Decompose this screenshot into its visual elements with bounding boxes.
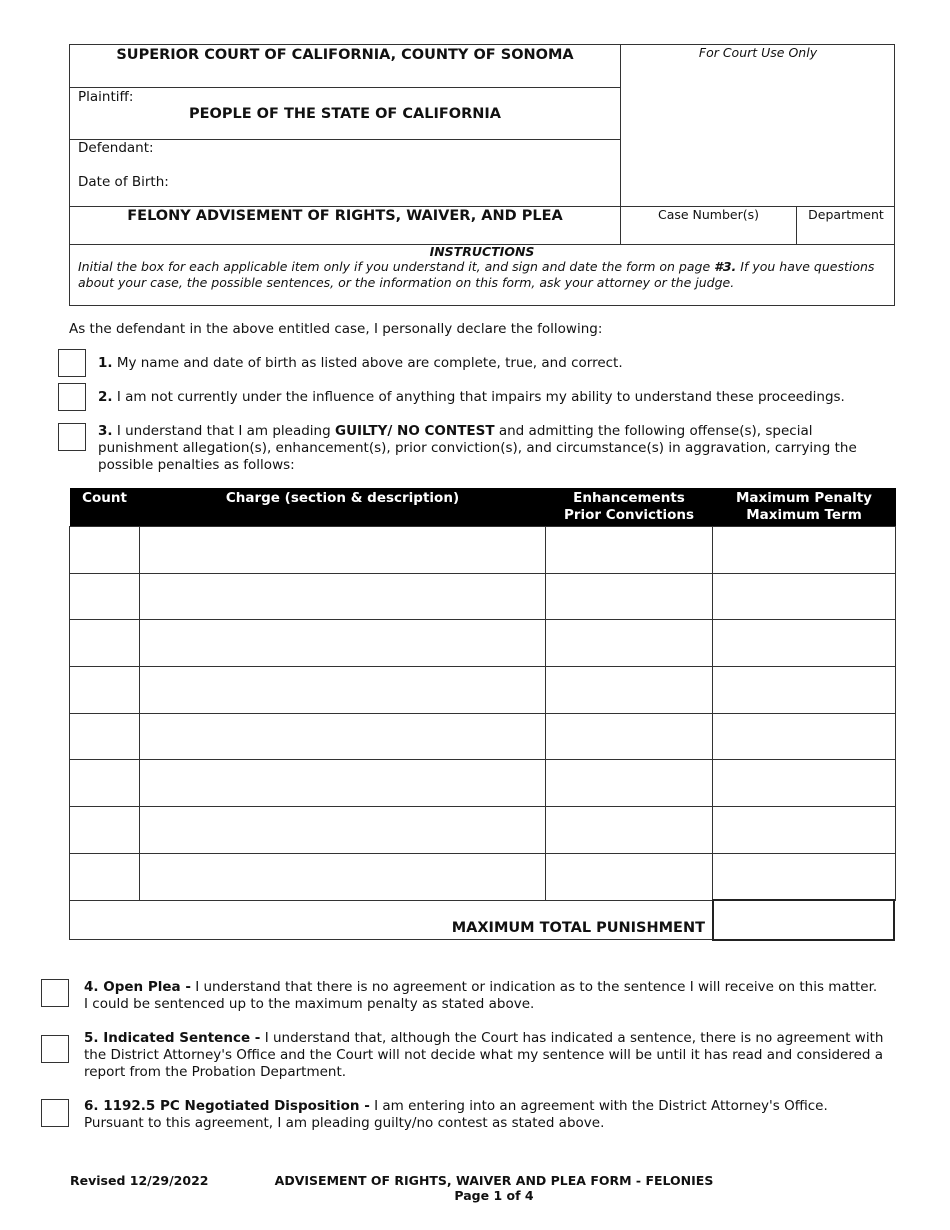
item3-initial-box[interactable] bbox=[58, 423, 86, 451]
case-number-label: Case Number(s) bbox=[657, 207, 760, 222]
negotiated-disposition-body: I am entering into an agreement with the District Attorney's Office. Pursuant to this agreement, I am pleading guilty/no contest as stated above. bbox=[84, 1098, 828, 1131]
instructions-text-1: Initial the box for each applicable item only if you understand it, and sign and date the form on page bbox=[78, 259, 715, 274]
item2-initial-box[interactable] bbox=[58, 383, 86, 411]
max-penalty-cell[interactable] bbox=[713, 713, 896, 760]
max-penalty-cell[interactable] bbox=[713, 853, 896, 900]
total-value-field[interactable] bbox=[712, 899, 895, 941]
table-row bbox=[70, 527, 896, 574]
count-cell[interactable] bbox=[70, 667, 140, 714]
item3-post: and admitting the following offense(s), special punishment allegation(s), enhancement(s), prior conviction(s), and circumstance(s) in aggravation, carrying the possible penalties as follows: bbox=[98, 423, 857, 473]
max-penalty-cell[interactable] bbox=[713, 573, 896, 620]
open-plea-title: 4. Open Plea - bbox=[84, 979, 191, 995]
table-row bbox=[70, 573, 896, 620]
charge-cell[interactable] bbox=[140, 527, 546, 574]
charge-cell[interactable] bbox=[140, 573, 546, 620]
charge-cell[interactable] bbox=[140, 667, 546, 714]
indicated-sentence-body: I understand that, although the Court has indicated a sentence, there is no agreement with the District Attorney's Office and the Court will not decide what my sentence will be until it has read and considered a report from the Probation Department. bbox=[84, 1030, 884, 1080]
item1-text bbox=[98, 355, 623, 371]
enhancement-cell[interactable] bbox=[546, 713, 713, 760]
negotiated-disposition-title: 6. 1192.5 PC Negotiated Disposition - bbox=[84, 1098, 370, 1114]
table-row bbox=[70, 760, 896, 807]
enhancement-cell[interactable] bbox=[546, 620, 713, 667]
item1-body: My name and date of birth as listed above are complete, true, and correct. bbox=[112, 355, 623, 371]
dob-field[interactable] bbox=[180, 174, 610, 192]
defendant-label: Defendant: bbox=[78, 140, 154, 156]
court-name: SUPERIOR COURT OF CALIFORNIA, COUNTY OF SONOMA bbox=[116, 47, 574, 63]
item1-initial-box[interactable] bbox=[58, 349, 86, 377]
negotiated-disposition-initial-box[interactable] bbox=[41, 1099, 69, 1127]
instructions-text bbox=[78, 259, 888, 291]
col-count-header: Count bbox=[70, 488, 140, 527]
table-row bbox=[70, 667, 896, 714]
footer-form-name: ADVISEMENT OF RIGHTS, WAIVER AND PLEA FORM - FELONIES bbox=[274, 1173, 714, 1188]
col-enh-line1: Enhancements bbox=[573, 490, 685, 506]
negotiated-disposition-text bbox=[84, 1098, 884, 1132]
item3-text bbox=[98, 423, 888, 474]
instructions-page-ref: #3. bbox=[714, 259, 737, 274]
total-label: MAXIMUM TOTAL PUNISHMENT bbox=[451, 920, 705, 936]
col-max-line1: Maximum Penalty bbox=[736, 490, 872, 506]
col-enh-line2: Prior Convictions bbox=[563, 507, 695, 523]
charge-cell[interactable] bbox=[140, 713, 546, 760]
form-title: FELONY ADVISEMENT OF RIGHTS, WAIVER, AND PLEA bbox=[127, 208, 563, 224]
enhancement-cell[interactable] bbox=[546, 573, 713, 620]
revised-date: Revised 12/29/2022 bbox=[70, 1173, 209, 1188]
count-cell[interactable] bbox=[70, 853, 140, 900]
col-max-penalty-header bbox=[713, 488, 896, 527]
court-use-label: For Court Use Only bbox=[698, 45, 818, 60]
count-cell[interactable] bbox=[70, 527, 140, 574]
charge-cell[interactable] bbox=[140, 807, 546, 854]
charge-cell[interactable] bbox=[140, 620, 546, 667]
enhancement-cell[interactable] bbox=[546, 760, 713, 807]
defendant-field[interactable] bbox=[160, 140, 610, 158]
count-cell[interactable] bbox=[70, 573, 140, 620]
item3-number: 3. bbox=[98, 423, 113, 439]
department-label: Department bbox=[808, 207, 884, 222]
indicated-sentence-initial-box[interactable] bbox=[41, 1035, 69, 1063]
header-rule-1 bbox=[69, 87, 621, 88]
charge-cell[interactable] bbox=[140, 853, 546, 900]
open-plea-initial-box[interactable] bbox=[41, 979, 69, 1007]
enhancement-cell[interactable] bbox=[546, 807, 713, 854]
item2-body: I am not currently under the influence of anything that impairs my ability to understand these proceedings. bbox=[112, 389, 845, 405]
page-number: Page 1 of 4 bbox=[454, 1188, 534, 1203]
instructions-heading: INSTRUCTIONS bbox=[429, 244, 535, 259]
charge-cell[interactable] bbox=[140, 760, 546, 807]
charges-header-row bbox=[70, 488, 896, 527]
enhancement-cell[interactable] bbox=[546, 527, 713, 574]
item2-text bbox=[98, 389, 845, 405]
intro-text: As the defendant in the above entitled case, I personally declare the following: bbox=[69, 321, 603, 337]
item1-number: 1. bbox=[98, 355, 113, 371]
item2-number: 2. bbox=[98, 389, 113, 405]
table-row bbox=[70, 620, 896, 667]
max-penalty-cell[interactable] bbox=[713, 620, 896, 667]
max-penalty-cell[interactable] bbox=[713, 760, 896, 807]
plaintiff-label: Plaintiff: bbox=[78, 89, 134, 105]
count-cell[interactable] bbox=[70, 620, 140, 667]
dob-label: Date of Birth: bbox=[78, 174, 169, 190]
open-plea-text bbox=[84, 979, 884, 1013]
indicated-sentence-title: 5. Indicated Sentence - bbox=[84, 1030, 261, 1046]
max-penalty-cell[interactable] bbox=[713, 667, 896, 714]
col-enhancements-header bbox=[546, 488, 713, 527]
item3-plea: GUILTY/ NO CONTEST bbox=[334, 423, 495, 439]
table-row bbox=[70, 853, 896, 900]
indicated-sentence-text bbox=[84, 1030, 884, 1081]
instructions-text-2: If you have questions about your case, the possible sentences, or the information on this form, ask your attorney or the judge. bbox=[78, 259, 875, 290]
max-penalty-cell[interactable] bbox=[713, 527, 896, 574]
enhancement-cell[interactable] bbox=[546, 853, 713, 900]
table-row bbox=[70, 807, 896, 854]
enhancement-cell[interactable] bbox=[546, 667, 713, 714]
charges-table bbox=[69, 488, 896, 901]
table-row bbox=[70, 713, 896, 760]
plaintiff-name: PEOPLE OF THE STATE OF CALIFORNIA bbox=[188, 106, 501, 122]
col-charge-header: Charge (section & description) bbox=[140, 488, 546, 527]
count-cell[interactable] bbox=[70, 760, 140, 807]
max-penalty-cell[interactable] bbox=[713, 807, 896, 854]
count-cell[interactable] bbox=[70, 713, 140, 760]
count-cell[interactable] bbox=[70, 807, 140, 854]
open-plea-body: I understand that there is no agreement or indication as to the sentence I will receive on this matter. I could be sentenced up to the maximum penalty as stated above. bbox=[84, 979, 878, 1012]
col-max-line2: Maximum Term bbox=[746, 507, 862, 523]
item3-pre: I understand that I am pleading bbox=[112, 423, 335, 439]
